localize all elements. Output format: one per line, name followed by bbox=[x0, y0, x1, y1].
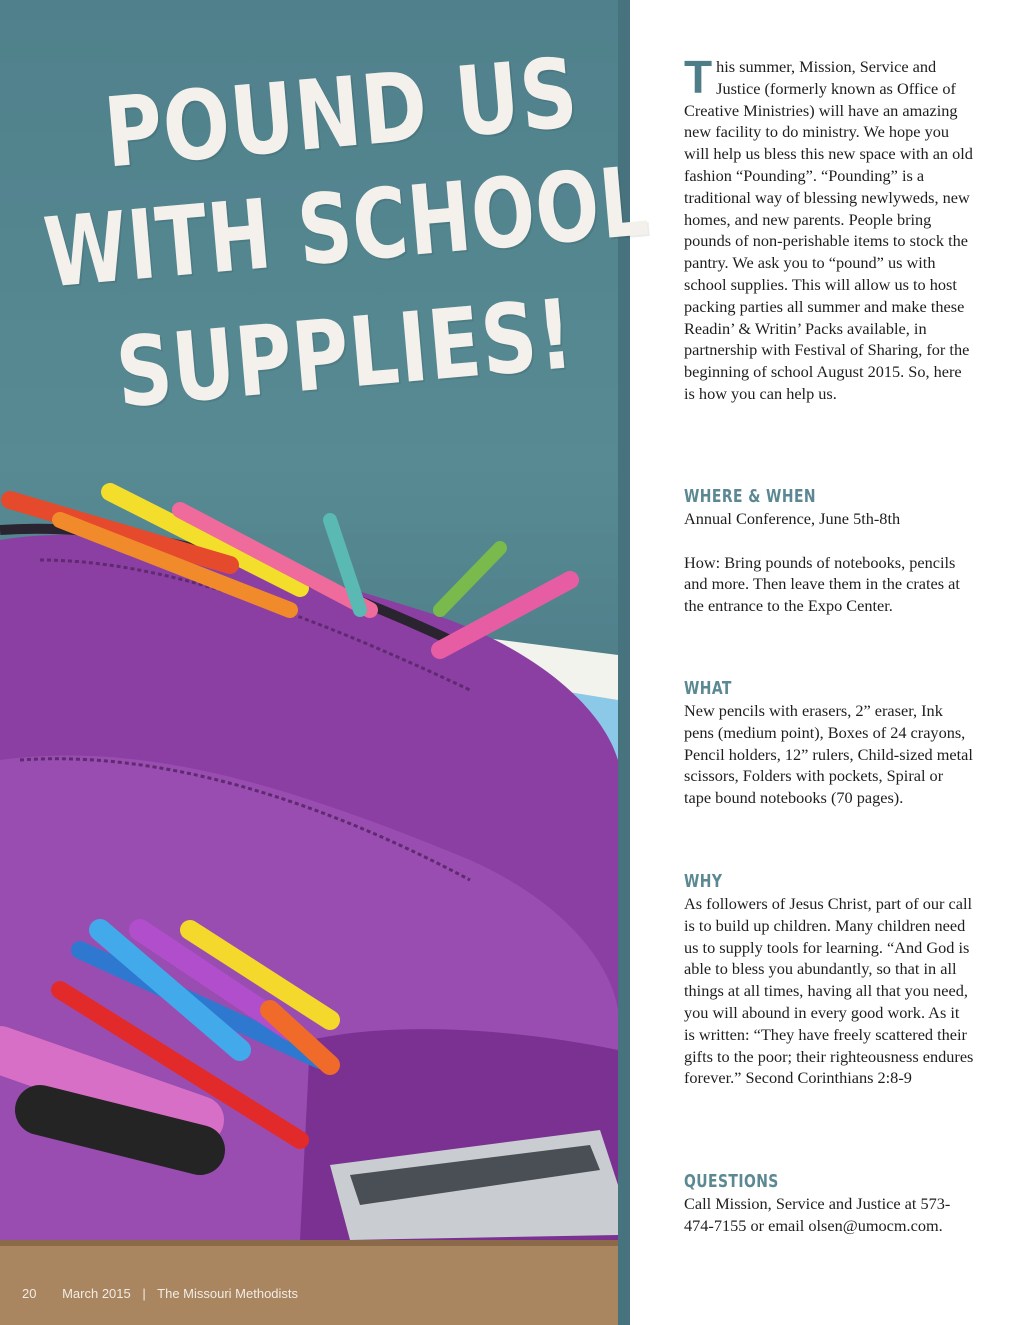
article-intro bbox=[684, 51, 974, 405]
headline-line-1: POUND US bbox=[100, 36, 583, 190]
headline-line-3: SUPPLIES! bbox=[112, 278, 578, 430]
page-number: 20 bbox=[22, 1286, 37, 1301]
section-why bbox=[684, 871, 974, 1089]
section-heading-questions: QUESTIONS bbox=[684, 1171, 779, 1192]
intro-paragraph bbox=[684, 51, 974, 405]
section-heading-why: WHY bbox=[684, 871, 723, 892]
issue-date: March 2015 bbox=[62, 1286, 131, 1301]
section-heading-what: WHAT bbox=[684, 678, 732, 699]
questions-paragraph: Call Mission, Service and Justice at 573-474-7155 or email olsen@umocm.com. bbox=[684, 1194, 951, 1235]
how-paragraph: How: Bring pounds of notebooks, pencils and more. Then leave them in the crates at the entrance to the Expo Center. bbox=[684, 552, 960, 616]
where-when-line: Annual Conference, June 5th-8th bbox=[684, 509, 901, 528]
drop-cap: T bbox=[684, 51, 713, 103]
section-heading-where-when: WHERE & WHEN bbox=[684, 486, 816, 507]
headline-line-2: WITH SCHOOL bbox=[40, 145, 653, 310]
why-paragraph: As followers of Jesus Christ, part of our call is to build up children. Many children need us to supply tools for learning. “And God is able to bless you abundantly, so that in all things at all times, having all that you need, you will abound in every good work. As it is written: “They have freely scattered their gifts to the poor; their righteousness endures forever.” Second Corinthians 2:8-9 bbox=[684, 894, 974, 1088]
publication-name: The Missouri Methodists bbox=[157, 1286, 299, 1301]
intro-text: his summer, Mission, Service and Justice (formerly known as Office of Creative Ministries) will have an amazing new facility to do ministry. We hope you will help us bless this new space with an old fashion “Pounding”. “Pounding” is a traditional way of blessing newlyweds, new homes, and new parents. People bring pounds of non-perishable items to stock the pantry. We ask you to “pound” us with school supplies. This will allow us to host packing parties all summer and make these Readin’ & Writin’ Packs available, in partnership with Festival of Sharing, for the beginning of school August 2015. So, here is how you can help us. bbox=[684, 57, 973, 403]
section-what bbox=[684, 678, 974, 809]
what-paragraph: New pencils with erasers, 2” eraser, Ink pens (medium point), Boxes of 24 crayons, Pencil holders, 12” rulers, Child-sized metal scissors, Folders with pockets, Spiral or tape bound notebooks (70 pages). bbox=[684, 701, 973, 808]
section-where-when bbox=[684, 486, 974, 617]
footer-separator: | bbox=[142, 1286, 146, 1301]
section-questions bbox=[684, 1171, 974, 1237]
page-footer bbox=[22, 1286, 306, 1301]
